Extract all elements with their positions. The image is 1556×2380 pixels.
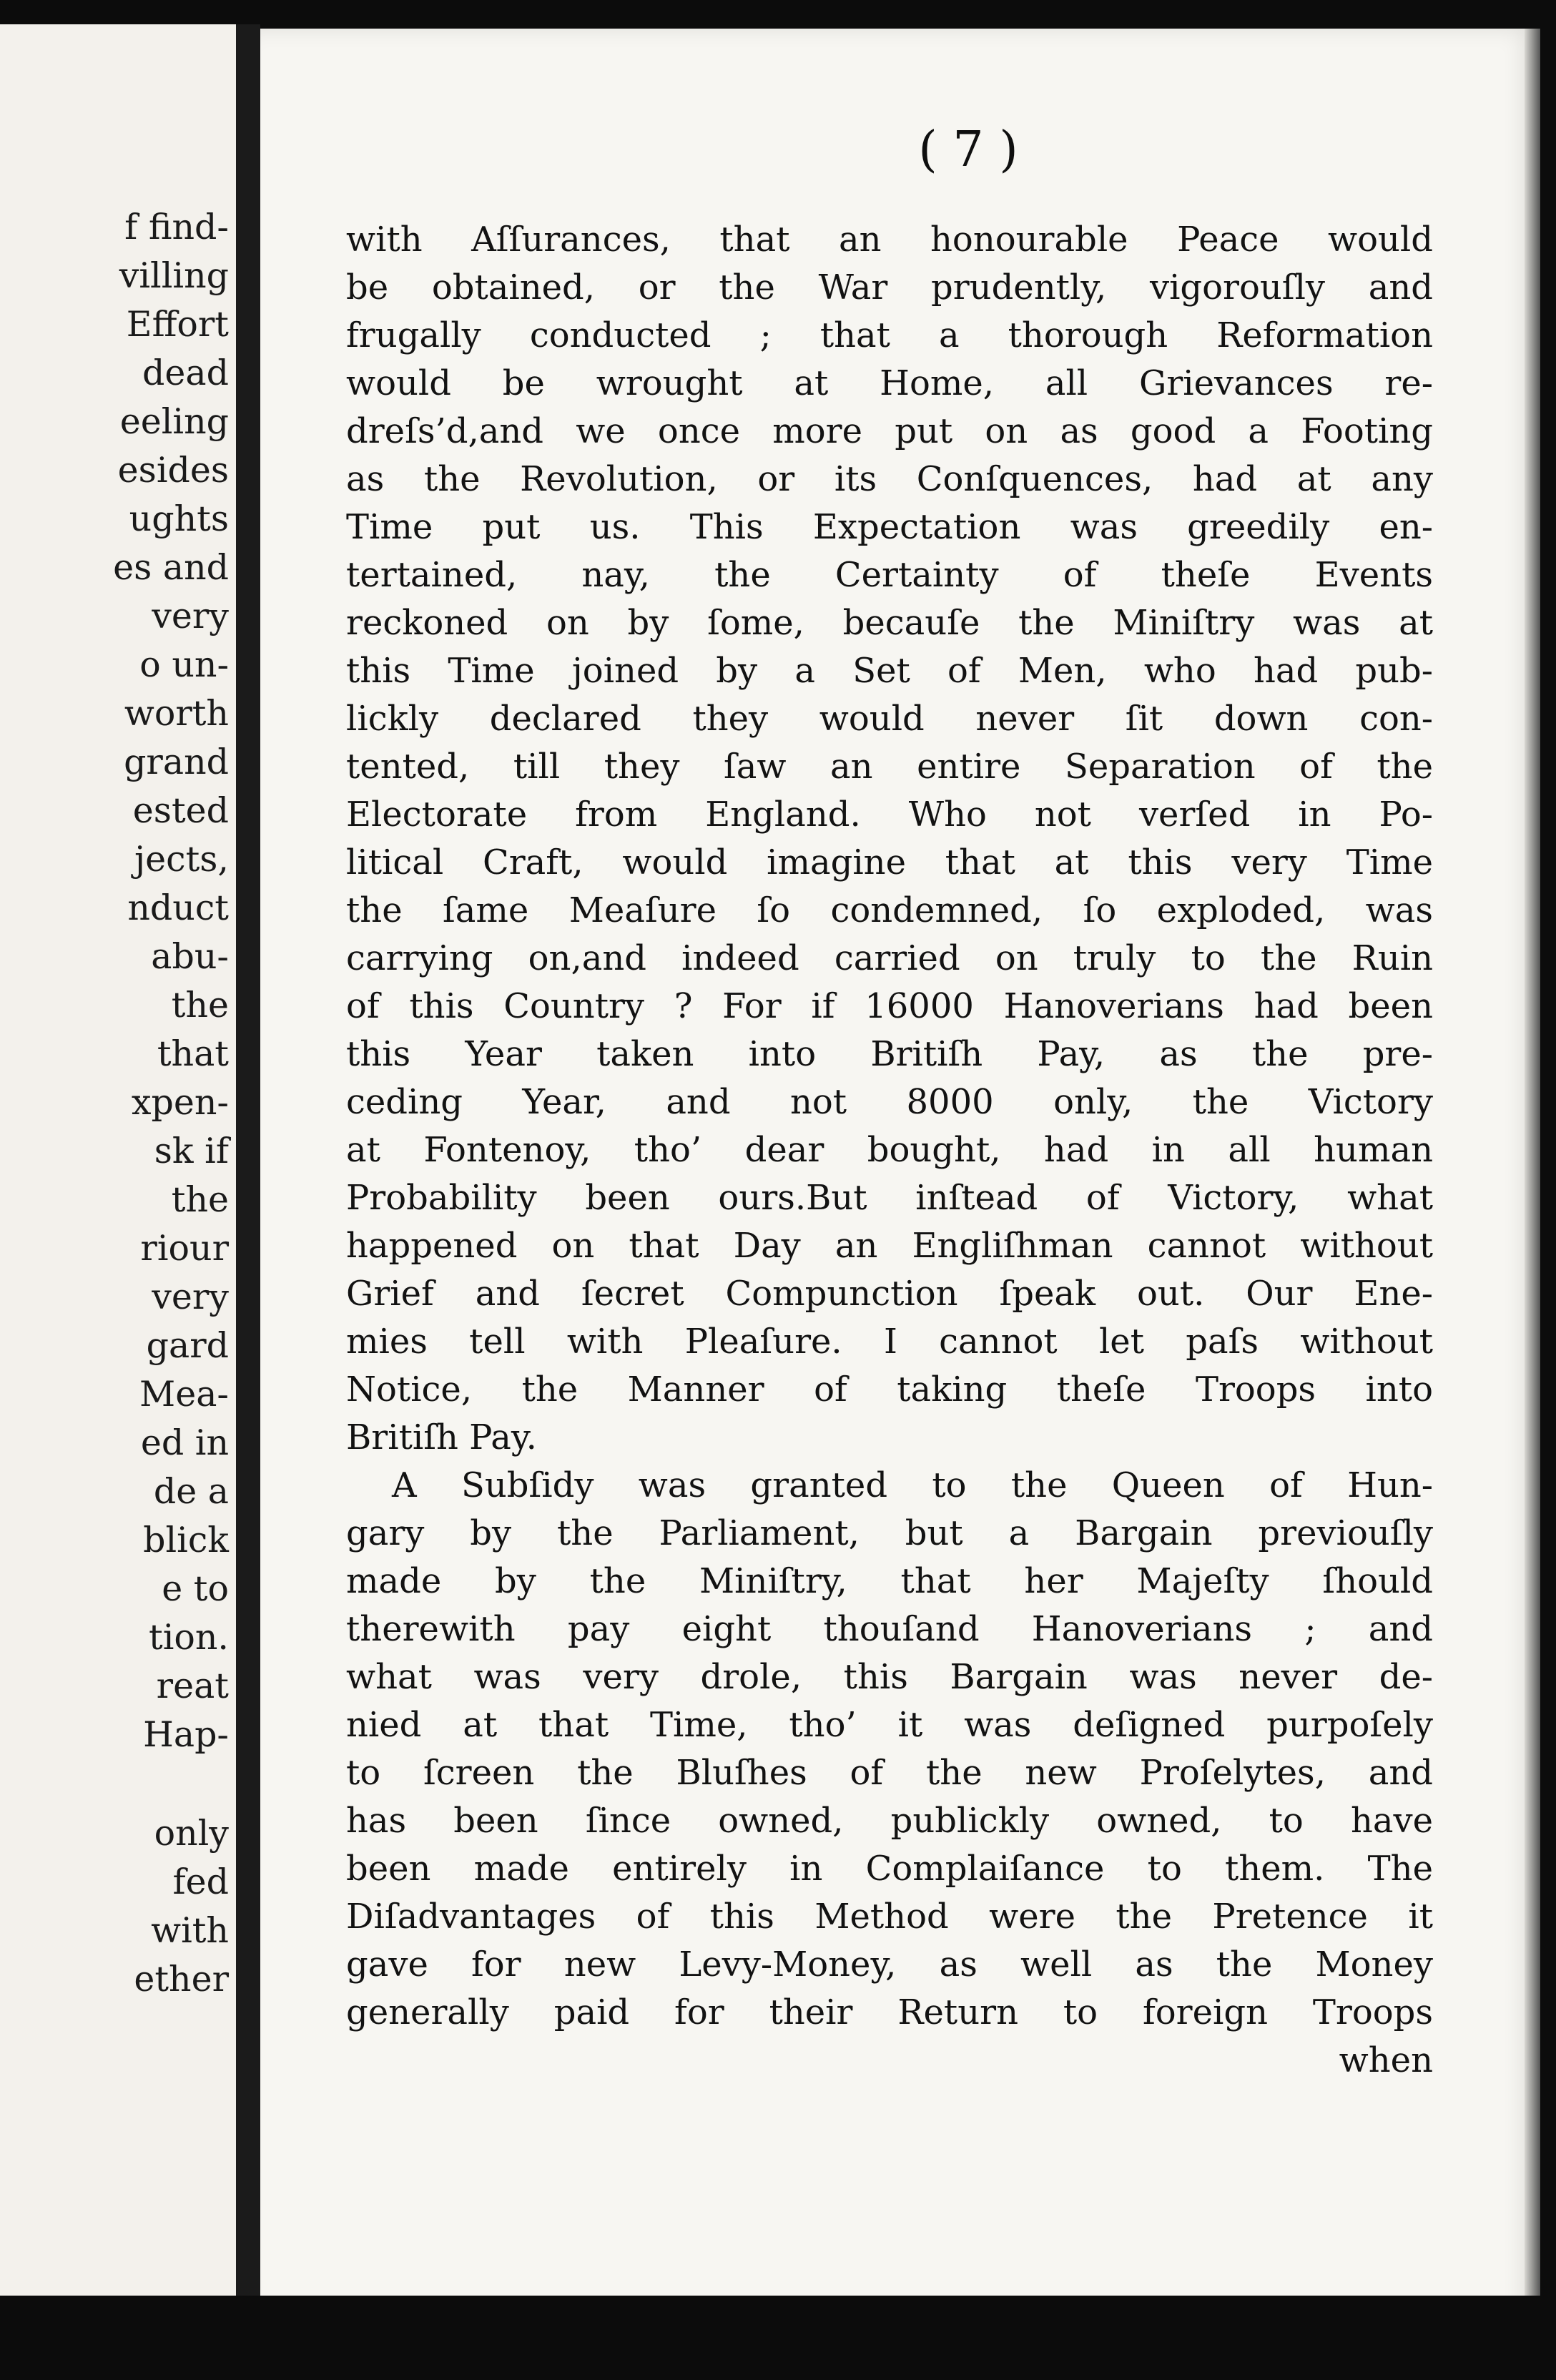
left-page-fragment-line: tion. — [149, 1617, 229, 1658]
left-page-fragment-line: eeling — [119, 401, 229, 442]
text-line: Diſadvantages of this Method were the Pretence it — [346, 1897, 1433, 1937]
text-line: at Fontenoy, tho’ dear bought, had in all human — [346, 1130, 1433, 1170]
left-page-fragment-line: Hap- — [143, 1714, 229, 1755]
text-line: dreſs’d,and we once more put on as good a Footing — [346, 411, 1433, 451]
left-page-fragment-line: fed — [172, 1862, 229, 1902]
text-line: tertained, nay, the Certainty of theſe Events — [346, 555, 1433, 595]
text-line: nied at that Time, tho’ it was deſigned purpoſely — [346, 1705, 1433, 1745]
left-page-fragment-line: ether — [134, 1959, 229, 2000]
right-page — [260, 29, 1540, 2329]
left-page-fragment-line: ughts — [129, 498, 229, 539]
left-page-fragment-line: villing — [119, 255, 229, 296]
left-page-fragment-line: jects, — [134, 839, 229, 880]
left-page-fragment-line: blick — [143, 1520, 229, 1560]
text-line: Time put us. This Expectation was greedily en- — [346, 507, 1433, 547]
left-page-fragment-line: grand — [124, 742, 229, 782]
left-page-fragment-line: gard — [146, 1325, 229, 1366]
left-page-fragment-line: de a — [153, 1471, 229, 1512]
text-line: gary by the Parliament, but a Bargain previouſly — [346, 1513, 1433, 1553]
bottom-edge — [0, 2296, 1556, 2380]
left-page-fragment-line: riour — [140, 1228, 229, 1269]
left-page-fragment-line: worth — [124, 693, 229, 734]
left-page-fragment-line: that — [157, 1033, 229, 1074]
text-line: as the Revolution, or its Conſquences, had at any — [346, 459, 1433, 499]
text-line: made by the Miniſtry, that her Majeſty ſhould — [346, 1561, 1433, 1601]
left-page-fragment-line: with — [151, 1910, 229, 1951]
text-line: gave for new Levy-Money, as well as the Money — [346, 1944, 1433, 1985]
text-line: this Year taken into Britiſh Pay, as the pre- — [346, 1034, 1433, 1074]
catchword: when — [1339, 2040, 1433, 2080]
book-gutter — [236, 24, 260, 2296]
text-line: Electorate from England. Who not verſed in Po- — [346, 795, 1433, 835]
left-page-fragment-line: very — [152, 596, 229, 636]
left-page-fragment-line: the — [171, 985, 229, 1026]
left-page-fragment-line: abu- — [151, 936, 229, 977]
page-number: ( 7 ) — [918, 122, 1018, 178]
text-line: has been ſince owned, publickly owned, to have — [346, 1801, 1433, 1841]
text-line: of this Country ? For if 16000 Hanoverians had been — [346, 986, 1433, 1026]
page-edge-shadow — [1525, 29, 1540, 2329]
left-page-fragment-line: only — [154, 1813, 229, 1854]
left-page-fragment-line: nduct — [127, 887, 229, 928]
left-page-fragment-line: reat — [156, 1666, 229, 1706]
text-line: frugally conducted ; that a thorough Reformation — [346, 315, 1433, 355]
left-page-fragment-line: xpen- — [131, 1082, 229, 1123]
left-page-fragment-line: dead — [142, 353, 229, 393]
left-page-fragment-line: esides — [117, 450, 229, 491]
text-line: would be wrought at Home, all Grievances re- — [346, 363, 1433, 403]
text-line: litical Craft, would imagine that at this very Time — [346, 842, 1433, 882]
text-line: generally paid for their Return to foreign Troops — [346, 1992, 1433, 2032]
text-line: Grief and ſecret Compunction ſpeak out. Our Ene- — [346, 1274, 1433, 1314]
text-line: this Time joined by a Set of Men, who had pub- — [346, 651, 1433, 691]
left-page-fragment-line: ed in — [140, 1422, 229, 1463]
left-page-fragment-line: Effort — [126, 304, 229, 345]
text-line: happened on that Day an Engliſhman cannot without — [346, 1226, 1433, 1266]
text-line: mies tell with Pleaſure. I cannot let paſs without — [346, 1322, 1433, 1362]
text-line: be obtained, or the War prudently, vigorouſly and — [346, 267, 1433, 308]
left-page-fragment-line: sk if — [154, 1131, 229, 1171]
text-line: been made entirely in Complaiſance to them. The — [346, 1849, 1433, 1889]
left-page-fragment-line: ested — [132, 790, 229, 831]
left-page-fragment — [0, 24, 236, 2296]
text-line: ceding Year, and not 8000 only, the Victory — [346, 1082, 1433, 1122]
left-page-fragment-line: e to — [162, 1568, 229, 1609]
text-line: tented, till they ſaw an entire Separation of the — [346, 747, 1433, 787]
left-page-fragment-line: very — [152, 1277, 229, 1317]
left-page-fragment-line: Mea- — [139, 1374, 229, 1415]
body-text — [346, 216, 1433, 2085]
left-page-fragment-line: the — [171, 1179, 229, 1220]
text-line: Notice, the Manner of taking theſe Troops into — [346, 1370, 1433, 1410]
text-line: therewith pay eight thouſand Hanoverians ; and — [346, 1609, 1433, 1649]
text-line: to ſcreen the Bluſhes of the new Proſelytes, and — [346, 1753, 1433, 1793]
text-line: lickly declared they would never ſit down con- — [346, 699, 1433, 739]
text-line: reckoned on by ſome, becauſe the Miniſtry was at — [346, 603, 1433, 643]
text-line: with Aſſurances, that an honourable Peace would — [346, 220, 1433, 260]
text-line: Britiſh Pay. — [346, 1417, 537, 1457]
left-page-fragment-line: f find- — [124, 207, 229, 247]
text-line: A Subſidy was granted to the Queen of Hun- — [392, 1465, 1433, 1505]
text-line: what was very drole, this Bargain was never de- — [346, 1657, 1433, 1697]
left-page-fragment-line: es and — [113, 547, 229, 588]
text-line: carrying on,and indeed carried on truly to the Ruin — [346, 938, 1433, 978]
text-line: the ſame Meaſure ſo condemned, ſo exploded, was — [346, 890, 1433, 930]
text-line: Probability been ours.But inſtead of Victory, what — [346, 1178, 1433, 1218]
left-page-fragment-line: o un- — [139, 644, 229, 685]
